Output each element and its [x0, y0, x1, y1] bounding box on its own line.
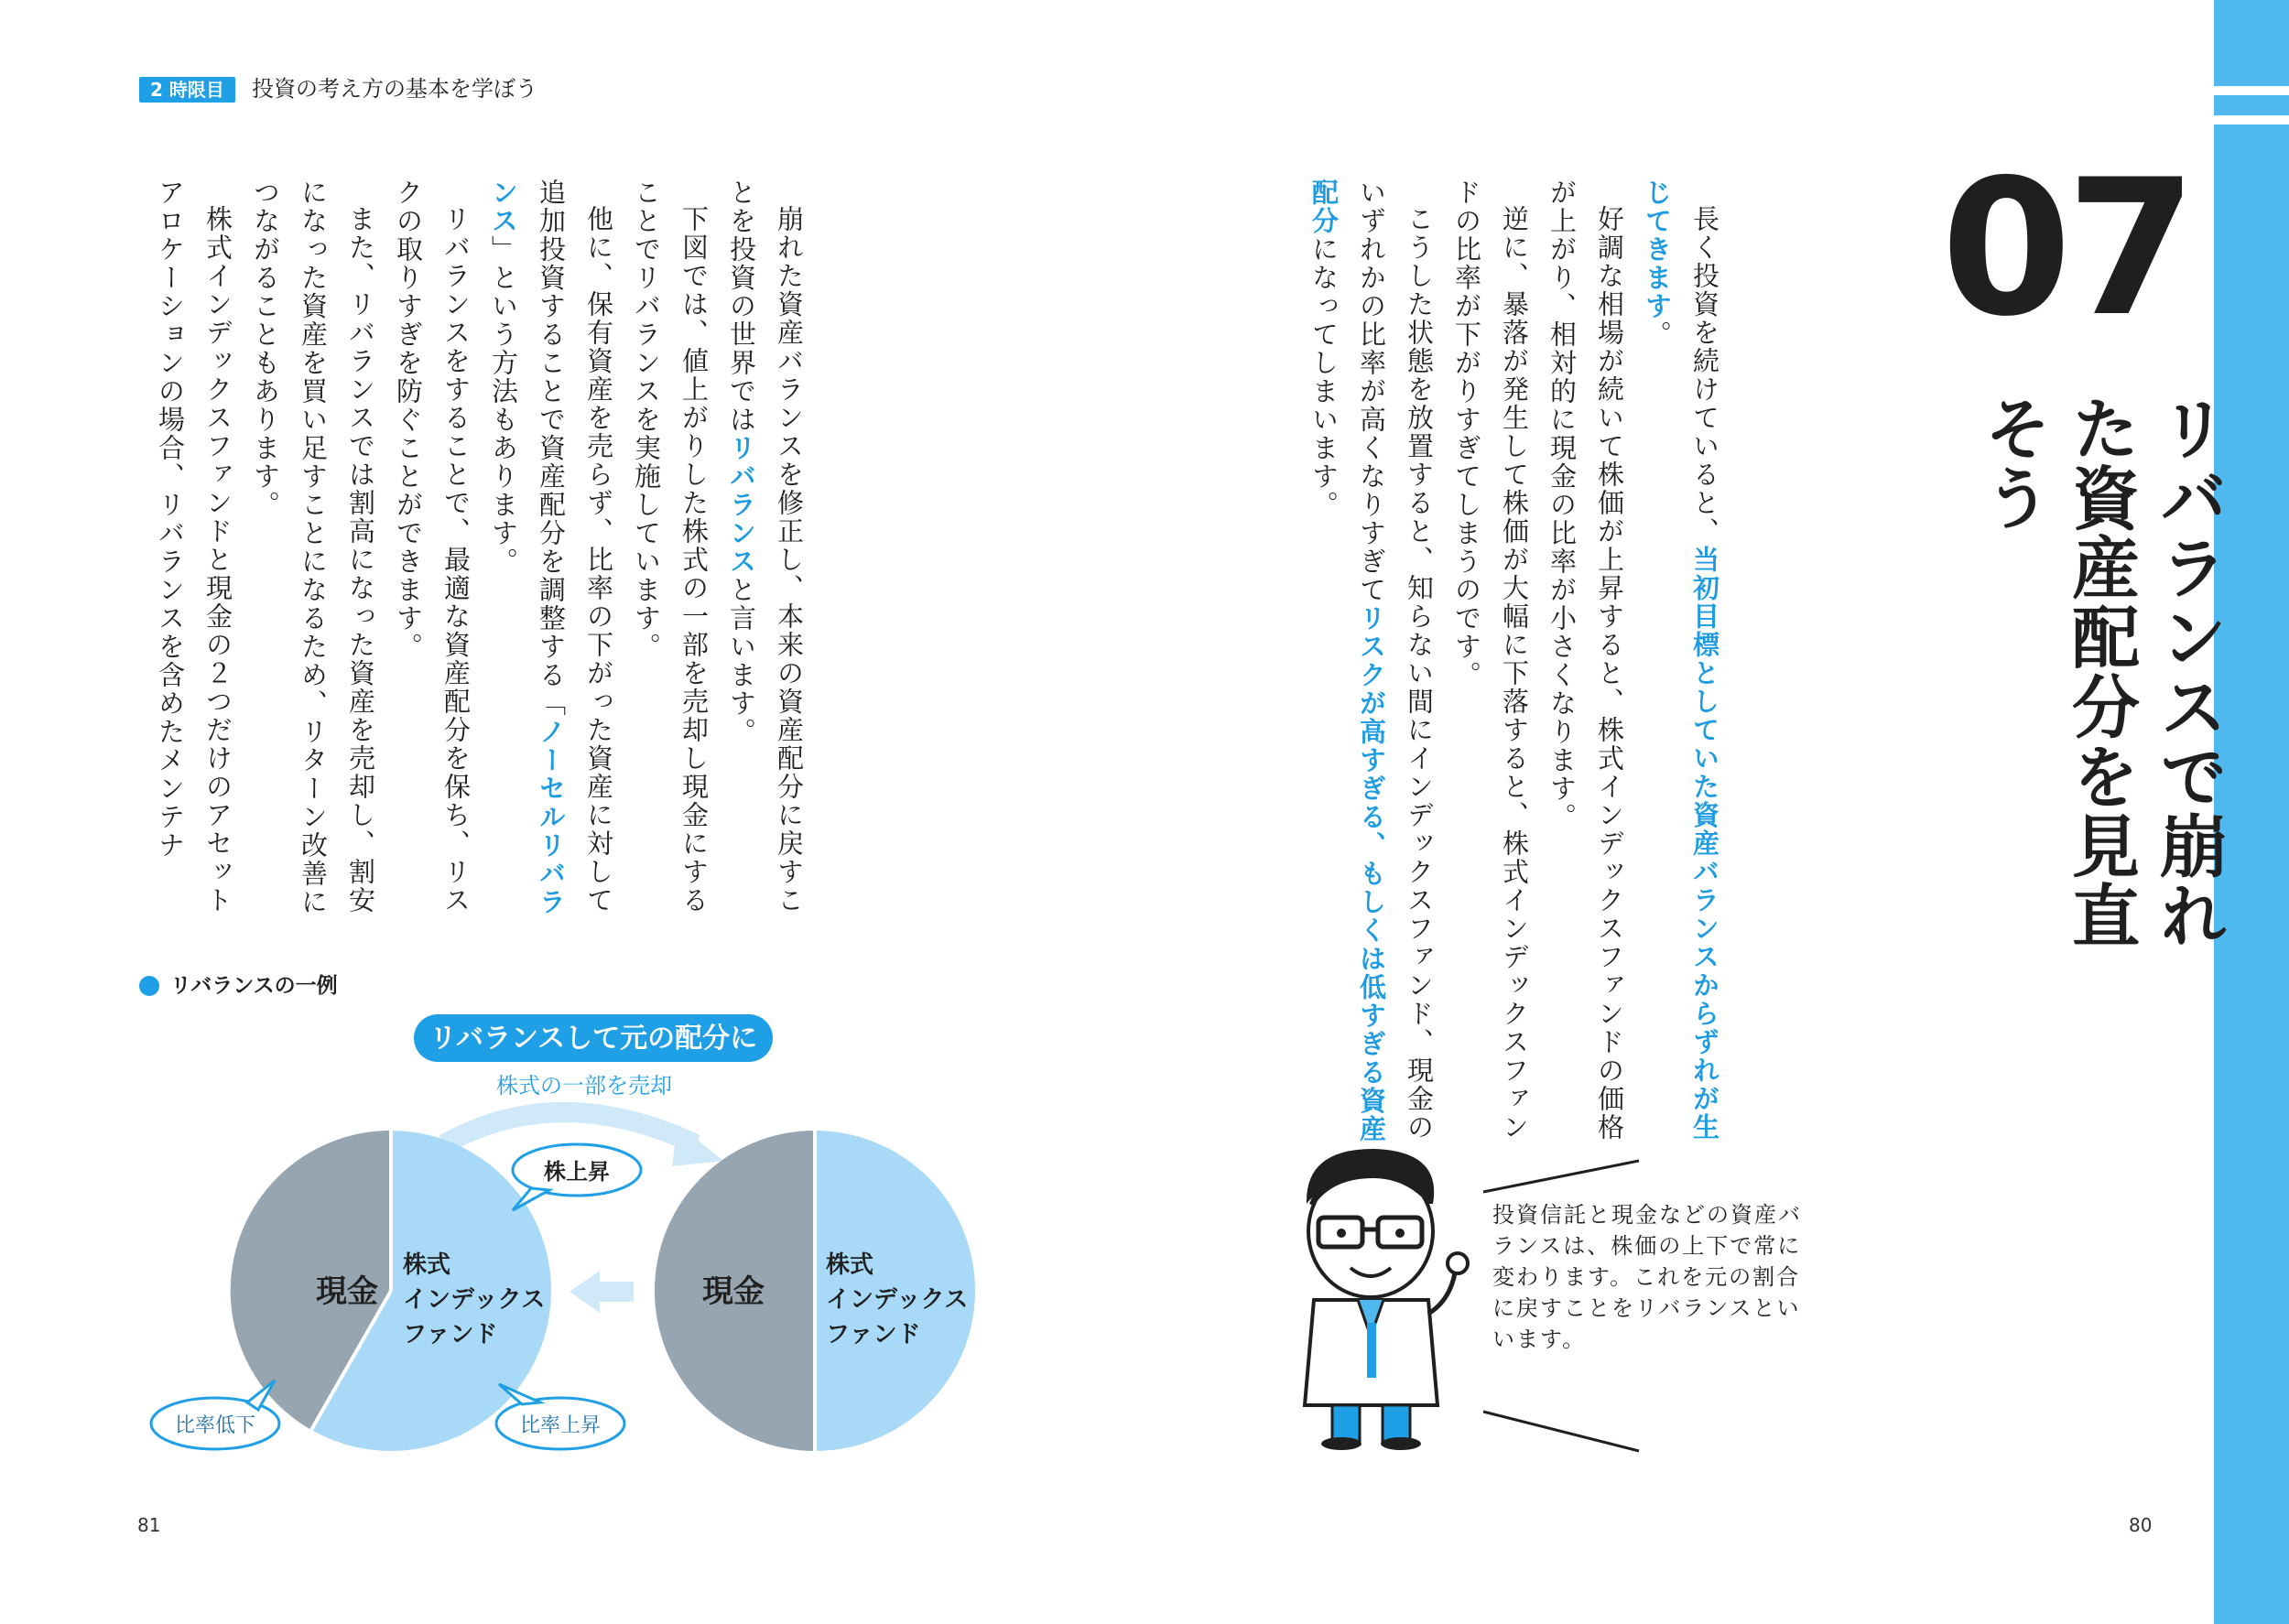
page-number-left: 81	[137, 1514, 161, 1536]
speech-text: 投資信託と現金などの資産バランスは、株価の上下で常に変わります。これを元の割合に戻すことをリバランスといいます。	[1492, 1202, 1802, 1352]
bubble-ratio-down-text: 比率低下	[174, 1414, 256, 1437]
bullet-icon	[139, 976, 159, 996]
pie-left-stock-label-1: 株式	[403, 1251, 451, 1279]
chapter-tag: 2 時限目	[139, 77, 235, 103]
paragraph: 逆に、暴落が発生して株価が大幅に下落すると、株式インデックスファンドの比率が下がりすぎてしまうのです。	[1451, 179, 1530, 1142]
chapter-number: 07	[1941, 140, 2192, 358]
paragraph: 株式インデックスファンドと現金の２つだけのアセットアロケーションの場合、リバランスを含めたメンテナ	[155, 179, 233, 915]
pie-right-stock-label-2: インデックス	[826, 1286, 969, 1314]
header-title: 投資の考え方の基本を学ぼう	[252, 76, 537, 102]
page-number-right: 80	[2129, 1514, 2153, 1536]
paragraph: 他に、保有資産を売らず、比率の下がった資産に対して追加投資することで資産配分を調整する「ノーセルリバランス」という方法もあります。	[488, 179, 614, 916]
arrow-label: 株式の一部を売却	[496, 1073, 672, 1099]
banner-text: リバランスして元の配分に	[429, 1023, 758, 1055]
arrow-left-shaft	[595, 1282, 634, 1302]
pie-right-cash-label: 現金	[702, 1273, 765, 1310]
pie-left-cash-label: 現金	[316, 1273, 378, 1310]
pie-left-stock-label-2: インデックス	[403, 1286, 546, 1314]
paragraph: こうした状態を放置すると、知らない間にインデックスファンド、現金のいずれかの比率が高くなりすぎてリスクが高すぎる、もしくは低すぎる資産配分になってしまいます。	[1308, 179, 1435, 1143]
paragraph: また、リバランスでは割高になった資産を売却し、割安になった資産を買い足すことになるため、リターン改善につながることもあります。	[250, 179, 376, 916]
right-page-body	[1300, 179, 1729, 1149]
edge-band-stripe	[2214, 86, 2289, 95]
curved-arrow	[444, 1112, 696, 1144]
paragraph: リバランスをすることで、最適な資産配分を保ち、リスクの取りすぎを防ぐことができます。	[393, 179, 472, 915]
pie-right-stock-label-3: ファンド	[826, 1321, 921, 1348]
paragraph: 下図では、値上がりした株式の一部を売却し現金にすることでリバランスを実施しています。	[631, 179, 710, 915]
pie-left-stock-label-3: ファンド	[403, 1321, 498, 1348]
arrow-left-head	[570, 1271, 600, 1313]
edge-band-stripe	[2214, 115, 2289, 125]
paragraph: 崩れた資産バランスを修正し、本来の資産配分に戻すことを投資の世界ではリバランスと言います。	[726, 179, 805, 915]
doctor-illustration	[1286, 1140, 1470, 1451]
left-page-body	[146, 179, 813, 929]
diagram-section-label: リバランスの一例	[170, 974, 338, 998]
paragraph: 好調な相場が続いて株価が上昇すると、株式インデックスファンドの価格が上がり、相対的に現金の比率が小さくなります。	[1546, 179, 1625, 1142]
bubble-stock-up-text: 株上昇	[544, 1159, 610, 1185]
bubble-ratio-up-text: 比率上昇	[519, 1414, 602, 1437]
curved-arrow-head	[672, 1124, 723, 1166]
paragraph: 長く投資を続けていると、当初目標としていた資産バランスからずれが生じてきます。	[1642, 179, 1720, 1142]
chapter-title: リバランスで崩れた資産配分を見直そう	[1973, 394, 2228, 950]
rebalance-diagram	[137, 1007, 980, 1483]
pie-right-stock-label-1: 株式	[826, 1251, 874, 1279]
